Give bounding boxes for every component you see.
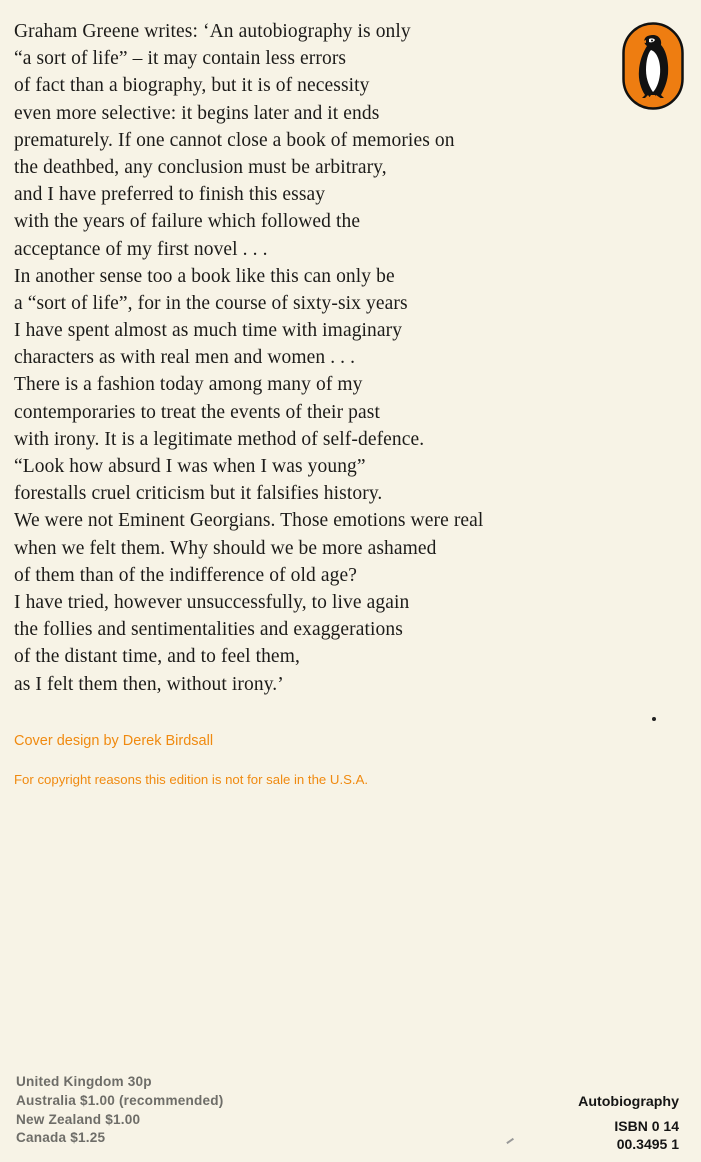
blurb-line: of the distant time, and to feel them, <box>14 646 300 668</box>
price-item: Australia $1.00 (recommended) <box>16 1092 224 1108</box>
blurb-line: There is a fashion today among many of my <box>14 374 363 396</box>
blurb-line: with the years of failure which followed the <box>14 211 361 233</box>
blurb-line: prematurely. If one cannot close a book of memories on <box>14 129 455 151</box>
blurb-line: even more selective: it begins later and it ends <box>14 102 380 124</box>
price-item: New Zealand $1.00 <box>16 1111 141 1127</box>
price-item: United Kingdom 30p <box>16 1074 152 1089</box>
blurb-line: with irony. It is a legitimate method of self-defence. <box>14 428 425 450</box>
blurb-line: Graham Greene writes: ‘An autobiography is only <box>14 21 411 42</box>
penguin-logo-icon <box>622 22 684 110</box>
price-list <box>16 1073 224 1148</box>
blurb-line: when we felt them. Why should we be more ashamed <box>14 537 437 559</box>
blurb-line: characters as with real men and women . . . <box>14 347 356 369</box>
blurb-line: I have tried, however unsuccessfully, to live again <box>14 591 410 613</box>
blurb-line: the deathbed, any conclusion must be arbitrary, <box>14 156 387 178</box>
blurb-line: “Look how absurd I was when I was young” <box>14 456 366 477</box>
isbn-line: 00.3495 1 <box>616 1136 679 1152</box>
copyright-note: For copyright reasons this edition is not for sale in the U.S.A. <box>14 772 369 787</box>
blurb-line: and I have preferred to finish this essay <box>14 184 326 206</box>
blurb-line: “a sort of life” – it may contain less errors <box>14 48 347 70</box>
blurb-line: forestalls cruel criticism but it falsifies history. <box>14 483 383 505</box>
blurb-line: acceptance of my first novel . . . <box>14 238 268 260</box>
category-label: Autobiography <box>578 1094 679 1110</box>
blurb-line: of them than of the indifference of old age? <box>14 564 357 586</box>
blurb-line: a “sort of life”, for in the course of sixty-six years <box>14 292 408 314</box>
blurb-line: of fact than a biography, but it is of necessity <box>14 75 370 97</box>
cover-credit: Cover design by Derek Birdsall <box>14 733 214 749</box>
blurb-line: In another sense too a book like this can only be <box>14 265 395 287</box>
blurb-line: as I felt them then, without irony.’ <box>14 673 284 695</box>
print-speck <box>652 717 656 721</box>
isbn-line: ISBN 0 14 <box>614 1118 679 1134</box>
print-mark <box>506 1138 513 1144</box>
blurb-line: contemporaries to treat the events of their past <box>14 401 380 423</box>
blurb-text <box>14 18 634 698</box>
blurb-line: the follies and sentimentalities and exaggerations <box>14 619 403 641</box>
isbn-block <box>614 1117 679 1153</box>
blurb-line: We were not Eminent Georgians. Those emotions were real <box>14 510 484 532</box>
blurb-line: I have spent almost as much time with imaginary <box>14 320 403 342</box>
price-item: Canada $1.25 <box>16 1130 106 1146</box>
